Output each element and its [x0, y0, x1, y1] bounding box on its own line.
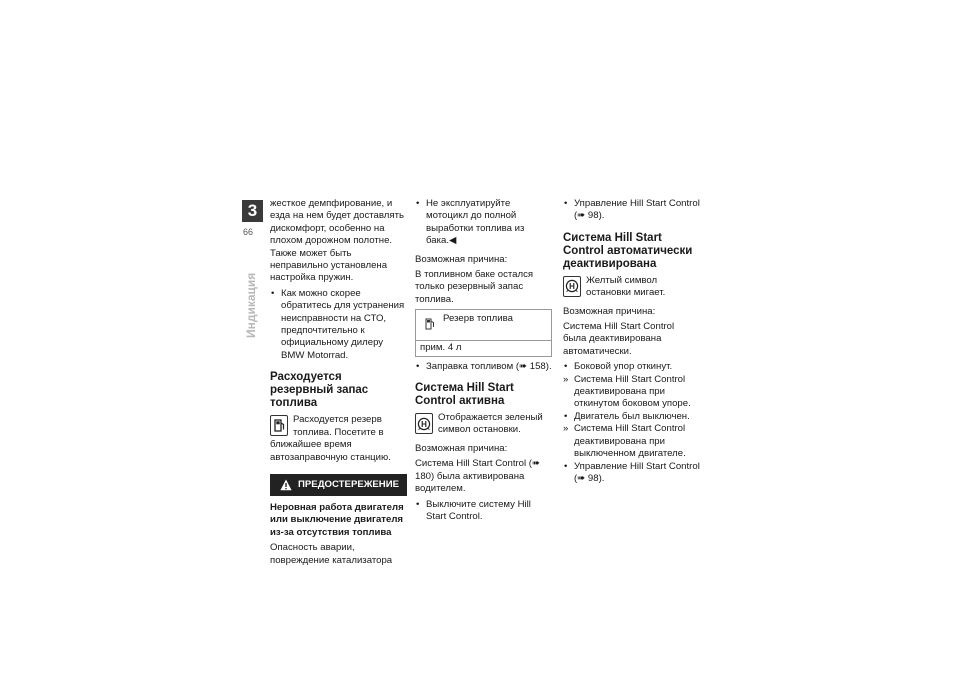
fuel-indicator-row	[270, 414, 407, 464]
svg-text:H: H	[569, 282, 575, 292]
cause-text: В топливном баке остался только резервный запас топлива.	[415, 269, 534, 305]
column-3	[563, 198, 700, 485]
bullet-item: • Как можно скорее обратитесь для устранения неисправности на СТО, предпочтительно к официальному дилеру BMW Motorrad.	[270, 288, 407, 362]
column-2	[415, 198, 552, 523]
warning-title: Неровная работа двигателя или выключение двигателя из-за отсутствия топлива	[270, 501, 404, 538]
hill-start-icon	[415, 413, 433, 434]
warning-text: Опасность аварии, повреждение катализатора	[270, 542, 393, 566]
indicator-text: Расходуется резерв топлива. Посетите в ближайшее время автозаправочную станцию.	[270, 414, 391, 463]
fuel-pump-icon	[270, 415, 288, 436]
warning-label: ПРЕДОСТЕРЕЖЕНИЕ	[298, 478, 400, 490]
bullet-item: • Двигатель был выключен.	[563, 411, 700, 423]
cause-text: Система Hill Start Control была деактивирована автоматически.	[563, 321, 675, 357]
result-item: » Система Hill Start Control деактивирована при откинутом боковом упоре.	[563, 374, 700, 411]
hsc-indicator-row	[415, 412, 552, 437]
warning-banner	[270, 474, 407, 496]
section-heading-fuel-reserve: Расходуется резервный запас топлива	[270, 371, 369, 410]
bullet-item: • Не эксплуатируйте мотоцикл до полной выработки топлива из бака.◀	[415, 198, 552, 248]
bullet-item-link[interactable]: • Управление Hill Start Control (➠ 98).	[563, 461, 700, 486]
spec-value: прим. 4 л	[420, 342, 462, 354]
cause-label: Возможная причина:	[415, 442, 508, 454]
svg-text:H: H	[421, 419, 427, 429]
indicator-text: Отображается зеленый символ остановки.	[438, 412, 543, 436]
bullet-item: • Боковой упор откинут.	[563, 361, 700, 373]
hsc-indicator-row	[563, 275, 700, 300]
warning-triangle-icon	[280, 479, 292, 491]
chapter-side-label: Индикация	[244, 272, 258, 338]
chapter-number: 3	[242, 200, 263, 222]
bullet-item-link[interactable]: • Управление Hill Start Control (➠ 98).	[563, 198, 700, 223]
fuel-pump-icon	[425, 317, 435, 330]
spec-title: Резерв топлива	[443, 313, 513, 325]
cause-label: Возможная причина:	[563, 305, 656, 317]
indicator-text: Желтый символ остановки мигает.	[586, 274, 666, 299]
cause-text: Система Hill Start Control (➠ 180) была активирована водителем.	[415, 458, 541, 495]
column-1	[270, 198, 407, 570]
cause-label: Возможная причина:	[415, 253, 508, 265]
bullet-item: • Выключите систему Hill Start Control.	[415, 499, 552, 524]
fuel-reserve-spec-table	[415, 309, 552, 356]
bullet-item-link[interactable]: • Заправка топливом (➠ 158).	[415, 361, 552, 373]
section-heading-hsc-active: Система Hill Start Control активна	[415, 382, 514, 408]
hill-start-icon	[563, 276, 581, 297]
intro-paragraph: жесткое демпфирование, и езда на нем будет доставлять дискомфорт, особенно на плохом дорожном полотне. Также может быть неправильно установлена настройка пружин.	[270, 198, 404, 284]
page-number: 66	[243, 227, 254, 237]
section-heading-hsc-deactivated: Система Hill Start Control автоматически деактивирована	[563, 231, 693, 270]
result-item: » Система Hill Start Control деактивирована при выключенном двигателе.	[563, 423, 700, 460]
